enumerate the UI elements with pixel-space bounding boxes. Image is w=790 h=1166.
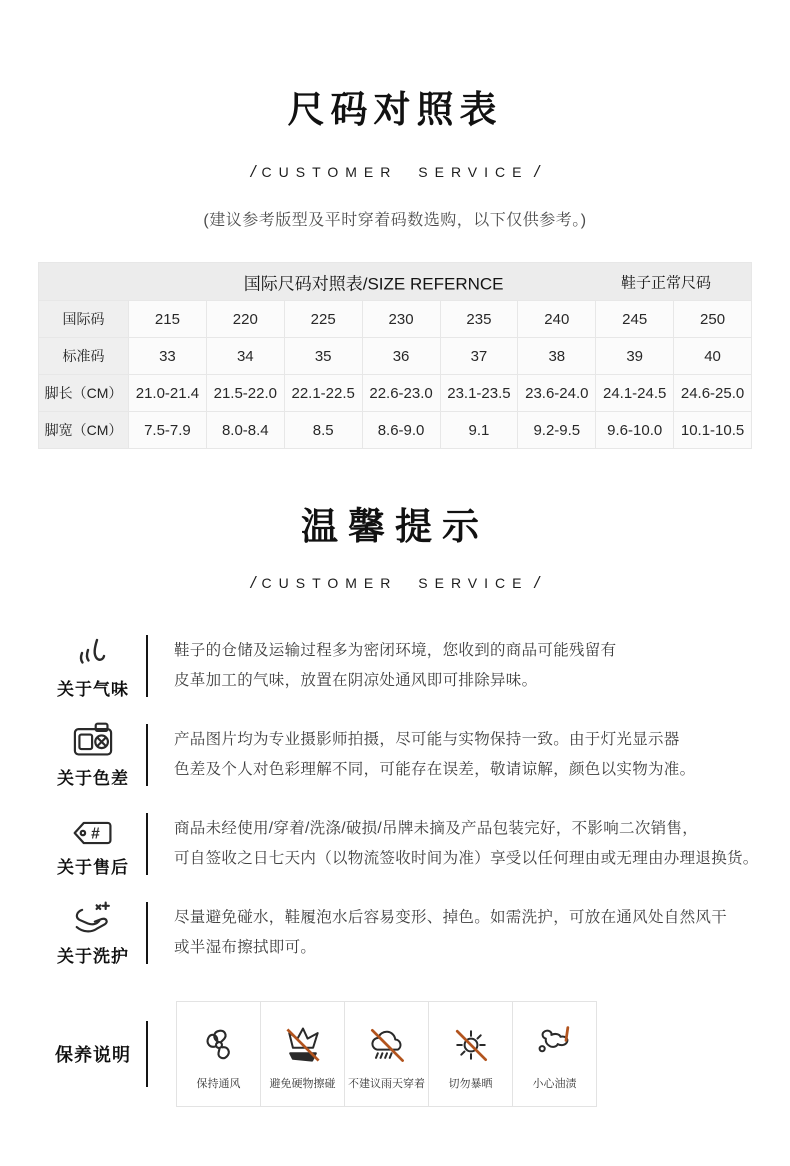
no-rain-icon — [365, 1022, 409, 1068]
tip-label: 关于洗护 — [57, 946, 129, 966]
care-item-label: 不建议雨天穿着 — [348, 1078, 425, 1090]
tip-text-line1: 鞋子的仓储及运输过程多为密闭环境，您收到的商品可能残留有 — [174, 641, 617, 659]
size-cell: 23.1-23.5 — [440, 375, 518, 412]
table-row — [39, 375, 752, 412]
size-cell: 8.0-8.4 — [206, 412, 284, 449]
table-row — [39, 301, 752, 338]
tip-text-line1: 尽量避免碰水，鞋履泡水后容易变形、掉色。如需洗护，可放在通风处自然风干 — [174, 908, 728, 926]
size-cell: 7.5-7.9 — [129, 412, 207, 449]
care-item-no-sun — [428, 1001, 513, 1107]
slash-decoration: / — [534, 573, 540, 592]
size-cell: 220 — [206, 301, 284, 338]
size-cell: 9.2-9.5 — [518, 412, 596, 449]
size-cell: 24.6-25.0 — [674, 375, 752, 412]
tip-text-line2: 可自签收之日七天内（以物流签收时间为准）享受以任何理由或无理由办理退换货。 — [174, 849, 759, 867]
slash-decoration: / — [250, 573, 256, 592]
table-row — [39, 412, 752, 449]
care-item-ventilation — [176, 1001, 261, 1107]
size-cell: 9.6-10.0 — [596, 412, 674, 449]
warm-tips-subtitle — [0, 573, 790, 593]
oil-stain-icon — [533, 1022, 577, 1068]
size-cell: 230 — [362, 301, 440, 338]
row-label: 脚宽（CM） — [39, 412, 129, 449]
tip-label: 关于售后 — [57, 857, 129, 877]
tip-text — [148, 814, 759, 874]
care-item-label: 小心油渍 — [532, 1078, 577, 1090]
fan-icon — [197, 1022, 241, 1068]
size-cell: 8.6-9.0 — [362, 412, 440, 449]
tip-text-line2: 或半湿布擦拭即可。 — [174, 938, 317, 956]
tips-list — [0, 621, 790, 977]
tip-left-wash — [40, 899, 146, 967]
tip-text-line2: 皮革加工的气味，放置在阴凉处通风即可排除异味。 — [174, 671, 538, 689]
size-cell: 39 — [596, 338, 674, 375]
row-label: 脚长（CM） — [39, 375, 129, 412]
size-cell: 23.6-24.0 — [518, 375, 596, 412]
size-cell: 35 — [284, 338, 362, 375]
wash-icon — [71, 899, 115, 937]
size-cell: 33 — [129, 338, 207, 375]
row-label: 国际码 — [39, 301, 129, 338]
size-table-header — [38, 262, 752, 300]
size-cell: 225 — [284, 301, 362, 338]
care-item-oil-stain — [512, 1001, 597, 1107]
table-row — [39, 338, 752, 375]
camera-icon — [71, 721, 115, 759]
size-cell: 37 — [440, 338, 518, 375]
care-item-label: 避免硬物擦碰 — [269, 1078, 336, 1090]
tip-text — [148, 636, 616, 696]
size-table — [38, 262, 752, 449]
customer-service-text: CUSTOMER SERVICE — [261, 575, 529, 591]
tip-label: 关于色差 — [57, 768, 129, 788]
size-chart-note: (建议参考版型及平时穿着码数选购，以下仅供参考。) — [203, 212, 587, 229]
size-cell: 8.5 — [284, 412, 362, 449]
care-left — [40, 1041, 146, 1067]
size-chart-subtitle — [0, 162, 790, 182]
size-cell: 34 — [206, 338, 284, 375]
no-hard-object-icon — [281, 1022, 325, 1068]
tip-row-color — [0, 710, 790, 799]
size-cell: 21.0-21.4 — [129, 375, 207, 412]
size-table-header-right: 鞋子正常尺码 — [620, 274, 711, 291]
care-item-label: 保持通风 — [196, 1078, 241, 1090]
tip-left-color — [40, 721, 146, 789]
size-cell: 36 — [362, 338, 440, 375]
row-label: 标准码 — [39, 338, 129, 375]
care-item-no-rain — [344, 1001, 429, 1107]
warm-tips-title: 温馨提示 — [301, 506, 489, 547]
no-sun-icon — [449, 1022, 493, 1068]
size-cell: 250 — [674, 301, 752, 338]
size-cell: 215 — [129, 301, 207, 338]
size-cell: 10.1-10.5 — [674, 412, 752, 449]
tag-icon — [71, 810, 115, 848]
smell-icon — [75, 632, 111, 670]
tip-text — [148, 725, 695, 785]
tip-row-smell — [0, 621, 790, 710]
size-cell: 40 — [674, 338, 752, 375]
size-cell: 38 — [518, 338, 596, 375]
tip-text-line2: 色差及个人对色彩理解不同，可能存在误差，敬请谅解，颜色以实物为准。 — [174, 760, 696, 778]
tip-text-line1: 商品未经使用/穿着/洗涤/破损/吊牌未摘及产品包装完好，不影响二次销售， — [174, 819, 699, 837]
size-chart-title: 尺码对照表 — [287, 89, 503, 130]
size-cell: 22.6-23.0 — [362, 375, 440, 412]
size-cell: 245 — [596, 301, 674, 338]
slash-decoration: / — [534, 162, 540, 181]
slash-decoration: / — [250, 162, 256, 181]
care-boxes — [176, 1001, 597, 1107]
care-section — [0, 1001, 790, 1107]
tip-left-aftersale — [40, 810, 146, 878]
tip-row-aftersale — [0, 799, 790, 888]
size-cell: 24.1-24.5 — [596, 375, 674, 412]
vertical-divider — [146, 1021, 148, 1087]
tip-row-wash — [0, 888, 790, 977]
care-label: 保养说明 — [55, 1045, 131, 1065]
size-table-header-left: 国际尺码对照表/SIZE REFERNCE — [243, 274, 504, 293]
size-cell: 235 — [440, 301, 518, 338]
care-item-no-hard-objects — [260, 1001, 345, 1107]
tip-label: 关于气味 — [57, 679, 129, 699]
size-cell: 240 — [518, 301, 596, 338]
tip-text — [148, 903, 727, 963]
size-cell: 22.1-22.5 — [284, 375, 362, 412]
tip-left-smell — [40, 632, 146, 700]
size-cell: 9.1 — [440, 412, 518, 449]
tip-text-line1: 产品图片均为专业摄影师拍摄，尽可能与实物保持一致。由于灯光显示器 — [174, 730, 680, 748]
svg-text:#: # — [91, 825, 100, 842]
size-table-grid — [38, 300, 752, 449]
customer-service-text: CUSTOMER SERVICE — [261, 164, 529, 180]
size-cell: 21.5-22.0 — [206, 375, 284, 412]
care-item-label: 切勿暴晒 — [448, 1078, 493, 1090]
